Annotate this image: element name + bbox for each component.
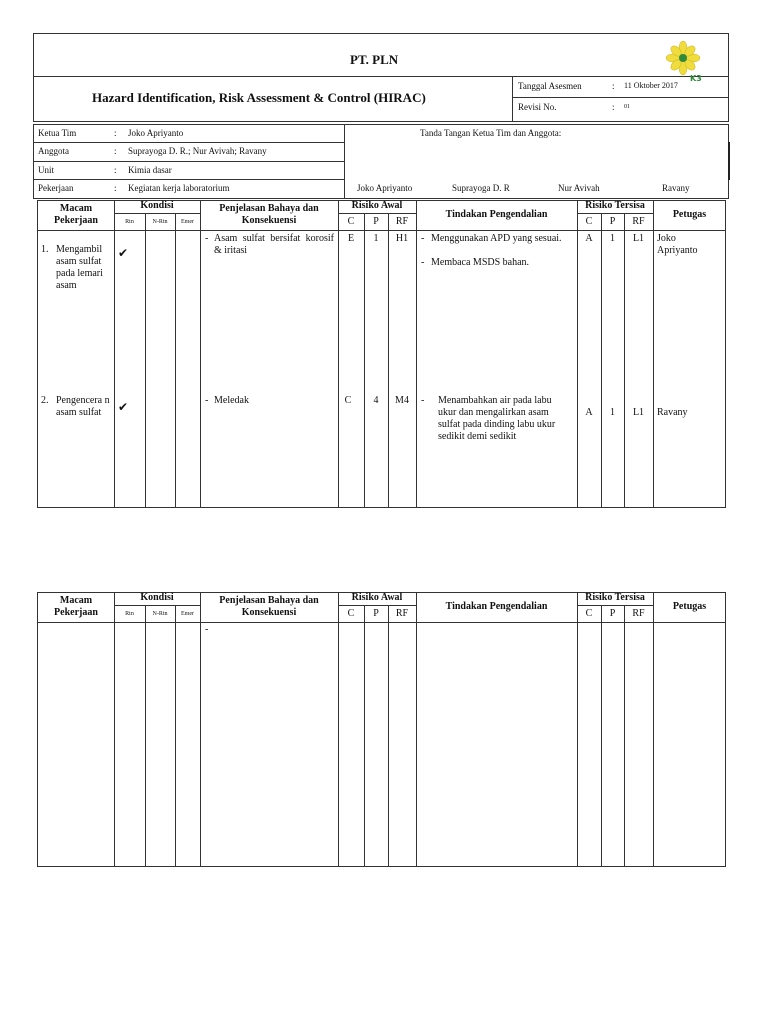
row-c-sisa: A — [585, 233, 593, 244]
row-rf-awal: H1 — [395, 233, 409, 244]
col-kondisi-header: Kondisi — [140, 592, 174, 603]
unit-value: Kimia dasar — [128, 165, 172, 175]
row-c-awal: C — [344, 395, 352, 406]
row-tindakan: Menggunakan APD yang sesuai. — [431, 233, 562, 244]
col-risiko-awal-header: Risiko Awal — [351, 592, 403, 603]
col-macam-header: Macam Pekerjaan — [54, 203, 98, 226]
col-tindakan-header: Tindakan Pengendalian — [445, 209, 548, 220]
document-title: Hazard Identification, Risk Assessment & Control (HIRAC) — [92, 90, 426, 105]
hirac-table-1 — [37, 200, 726, 508]
row-number: 1. — [41, 244, 49, 255]
k3-logo-icon — [660, 38, 706, 84]
tanggal-value: 11 Oktober 2017 — [624, 81, 678, 90]
col-kondisi-header: Kondisi — [140, 200, 174, 211]
anggota-value: Suprayoga D. R.; Nur Avivah; Ravany — [128, 146, 267, 156]
col-rtn-header: Rtn — [125, 611, 134, 617]
signer-name: Nur Avivah — [558, 183, 600, 193]
row-rf-sisa: L1 — [632, 407, 645, 418]
unit-label: Unit — [38, 165, 55, 175]
revisi-colon: : — [612, 102, 615, 112]
empty-bahaya-dash: - — [205, 624, 209, 635]
row-macam: Mengambil asam sulfat pada lemari asam — [56, 244, 103, 291]
col-risiko-tersisa-header: Risiko Tersisa — [585, 200, 645, 211]
signer-name: Suprayoga D. R — [452, 183, 510, 193]
col-petugas-header: Petugas — [672, 601, 707, 612]
revisi-value: 01 — [624, 104, 630, 110]
col-risiko-awal-header: Risiko Awal — [351, 200, 403, 211]
row-c-sisa: A — [585, 407, 593, 418]
row-rf-sisa: L1 — [632, 233, 645, 244]
col-emer-header: Emer — [181, 611, 194, 617]
hirac-table-2 — [37, 592, 726, 867]
row-p-awal: 4 — [373, 395, 379, 406]
checkmark-icon: ✔ — [118, 400, 129, 414]
row-tindakan: Membaca MSDS bahan. — [431, 257, 530, 268]
col-nrtn-header: N-Rtn — [152, 611, 168, 617]
pekerjaan-label: Pekerjaan — [38, 183, 74, 193]
signer-name: Ravany — [662, 183, 690, 193]
col-risiko-tersisa-header: Risiko Tersisa — [585, 592, 645, 603]
col-tindakan-header: Tindakan Pengendalian — [445, 601, 548, 612]
row-p-sisa: 1 — [610, 407, 615, 418]
tanggal-colon: : — [612, 81, 615, 91]
col-penjelasan-header: Penjelasan Bahaya dan Konsekuensi — [219, 203, 319, 226]
signer-name: Joko Apriyanto — [357, 183, 413, 193]
row-petugas: Ravany — [657, 407, 688, 418]
ketua-value: Joko Apriyanto — [128, 128, 184, 138]
row-bahaya: Asam sulfat bersifat korosif & iritasi — [214, 233, 334, 256]
col-rtn-header: Rtn — [125, 219, 134, 225]
checkmark-icon: ✔ — [118, 246, 129, 260]
col-penjelasan-header: Penjelasan Bahaya dan Konsekuensi — [219, 595, 319, 618]
col-macam-header: Macam Pekerjaan — [54, 595, 98, 618]
col-petugas-header: Petugas — [672, 209, 707, 220]
row-petugas: Joko Apriyanto — [657, 233, 698, 256]
row-p-sisa: 1 — [610, 233, 615, 244]
row-p-awal: 1 — [373, 233, 379, 244]
row-rf-awal: M4 — [395, 395, 409, 406]
tanggal-label: Tanggal Asesmen — [518, 81, 582, 91]
ketua-label: Ketua Tim — [38, 128, 77, 138]
row-macam: Pengencera n asam sulfat — [56, 395, 110, 418]
pekerjaan-value: Kegiatan kerja laboratorium — [128, 183, 230, 193]
row-tindakan: Menambahkan air pada labu ukur dan mengalirkan asam sulfat pada dinding labu ukur sedikit demi sedikit — [438, 395, 556, 442]
row-c-awal: E — [347, 233, 355, 244]
col-nrtn-header: N-Rtn — [152, 219, 168, 225]
svg-text:K3: K3 — [690, 74, 702, 83]
row-number: 2. — [41, 395, 49, 406]
anggota-label: Anggota — [38, 146, 69, 156]
company-name: PT. PLN — [350, 52, 399, 67]
col-emer-header: Emer — [181, 219, 194, 225]
revisi-label: Revisi No. — [518, 102, 557, 112]
row-bahaya: Meledak — [214, 395, 249, 406]
signature-title: Tanda Tangan Ketua Tim dan Anggota: — [420, 128, 562, 138]
